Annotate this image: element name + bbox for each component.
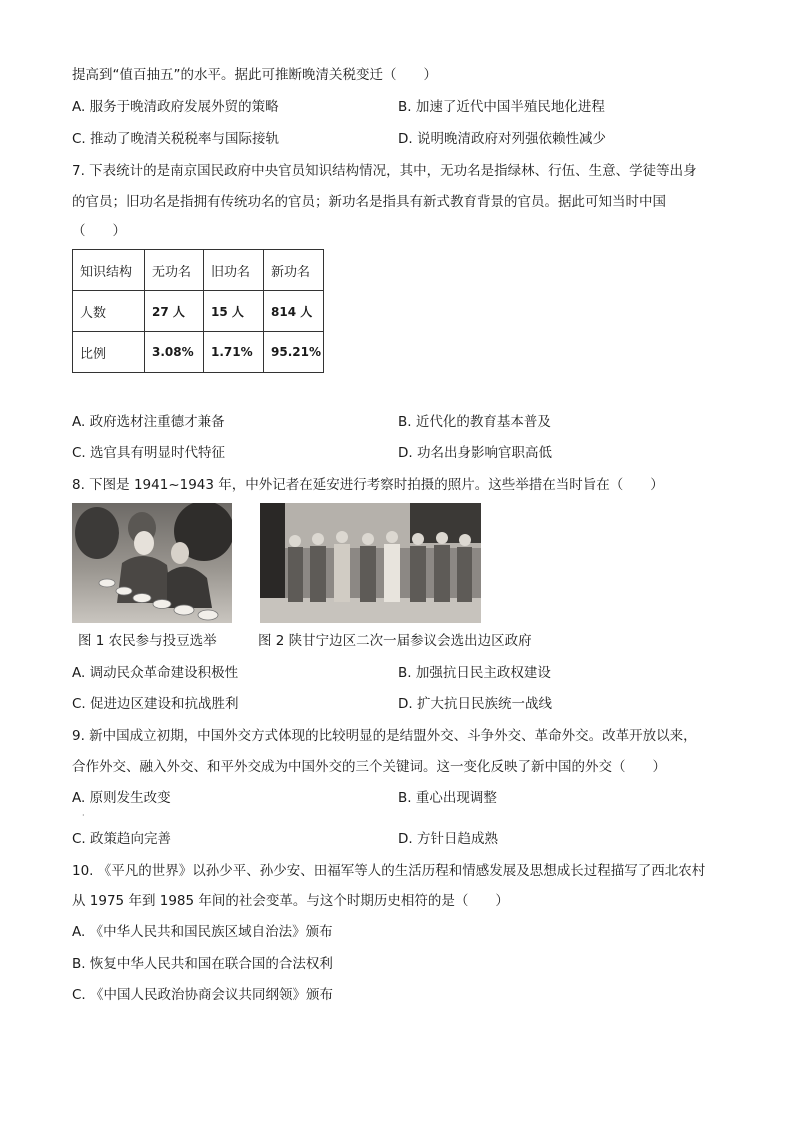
table-header-cell: 无功名 <box>145 250 204 291</box>
q9-option-b: B. 重心出现调整 <box>398 790 497 806</box>
q6-option-a: A. 服务于晚清政府发展外贸的策略 <box>72 99 279 115</box>
q6-option-d: D. 说明晚清政府对列强依赖性减少 <box>398 131 606 147</box>
table-header-cell: 知识结构 <box>73 250 145 291</box>
q6-stem: 提高到“值百抽五”的水平。据此可推断晚清关税变迁（ ） <box>72 67 437 83</box>
q8-option-d: D. 扩大抗日民族统一战线 <box>398 696 552 712</box>
table-row <box>73 291 324 332</box>
q9-option-c: C. 政策趋向完善 <box>72 831 172 847</box>
table-cell: 3.08% <box>145 332 204 373</box>
q8-stem: 8. 下图是 1941~1943 年，中外记者在延安进行考察时拍摄的照片。这些举措在当时旨在（ ） <box>72 477 664 493</box>
photo-voting-with-beans <box>72 503 232 623</box>
q7-option-d: D. 功名出身影响官职高低 <box>398 445 552 461</box>
table-header-cell: 旧功名 <box>204 250 264 291</box>
q9-option-a: A. 原则发生改变 <box>72 790 171 806</box>
photo-voting-with-beans-image <box>72 503 232 623</box>
q10-stem-line-1: 10. 《平凡的世界》以孙少平、孙少安、田福军等人的生活历程和情感发展及思想成长过程描写了西北农村 <box>72 863 706 879</box>
q7-stem-line-2: 的官员；旧功名是指拥有传统功名的官员；新功名是指具有新式教育背景的官员。据此可知当时中国 <box>72 194 666 210</box>
table-cell: 15 人 <box>204 291 264 332</box>
q6-option-c: C. 推动了晚清关税税率与国际接轨 <box>72 131 280 147</box>
q10-option-c: C. 《中国人民政治协商会议共同纲领》颁布 <box>72 987 334 1003</box>
q8-option-b: B. 加强抗日民主政权建设 <box>398 665 551 681</box>
table-cell: 814 人 <box>264 291 324 332</box>
table-header-row <box>73 250 324 291</box>
q7-stem-line-1: 7. 下表统计的是南京国民政府中央官员知识结构情况，其中，无功名是指绿林、行伍、生意、学徒等出身 <box>72 163 697 179</box>
table-row <box>73 332 324 373</box>
table-cell: 27 人 <box>145 291 204 332</box>
q9-option-d: D. 方针日趋成熟 <box>398 831 498 847</box>
q9-stem-line-2: 合作外交、融入外交、和平外交成为中国外交的三个关键词。这一变化反映了新中国的外交（ ） <box>72 759 666 775</box>
table-cell: 95.21% <box>264 332 324 373</box>
q6-option-b: B. 加速了近代中国半殖民地化进程 <box>398 99 605 115</box>
q7-statistics-table <box>72 249 324 373</box>
q10-option-b: B. 恢复中华人民共和国在联合国的合法权利 <box>72 956 333 972</box>
q8-option-a: A. 调动民众革命建设积极性 <box>72 665 239 681</box>
q7-option-a: A. 政府选材注重德才兼备 <box>72 414 225 430</box>
q9-stem-line-1: 9. 新中国成立初期，中国外交方式体现的比较明显的是结盟外交、斗争外交、革命外交。改革开放以来， <box>72 728 697 744</box>
q7-option-b: B. 近代化的教育基本普及 <box>398 414 551 430</box>
q10-option-a: A. 《中华人民共和国民族区域自治法》颁布 <box>72 924 333 940</box>
photo-border-region-government <box>260 503 481 623</box>
table-cell: 比例 <box>73 332 145 373</box>
photo-border-region-government-image <box>260 503 481 623</box>
q10-stem-line-2: 从 1975 年到 1985 年间的社会变革。与这个时期历史相符的是（ ） <box>72 893 509 909</box>
q7-stem-line-3: （ ） <box>72 223 126 239</box>
table-cell: 1.71% <box>204 332 264 373</box>
q7-option-c: C. 选官具有明显时代特征 <box>72 445 226 461</box>
table-cell: 人数 <box>73 291 145 332</box>
table-header-cell: 新功名 <box>264 250 324 291</box>
stray-dot: · <box>82 811 85 820</box>
q8-option-c: C. 促进边区建设和抗战胜利 <box>72 696 239 712</box>
caption-figure-1: 图 1 农民参与投豆选举 <box>78 633 217 649</box>
caption-figure-2: 图 2 陕甘宁边区二次一届参议会选出边区政府 <box>258 633 532 649</box>
